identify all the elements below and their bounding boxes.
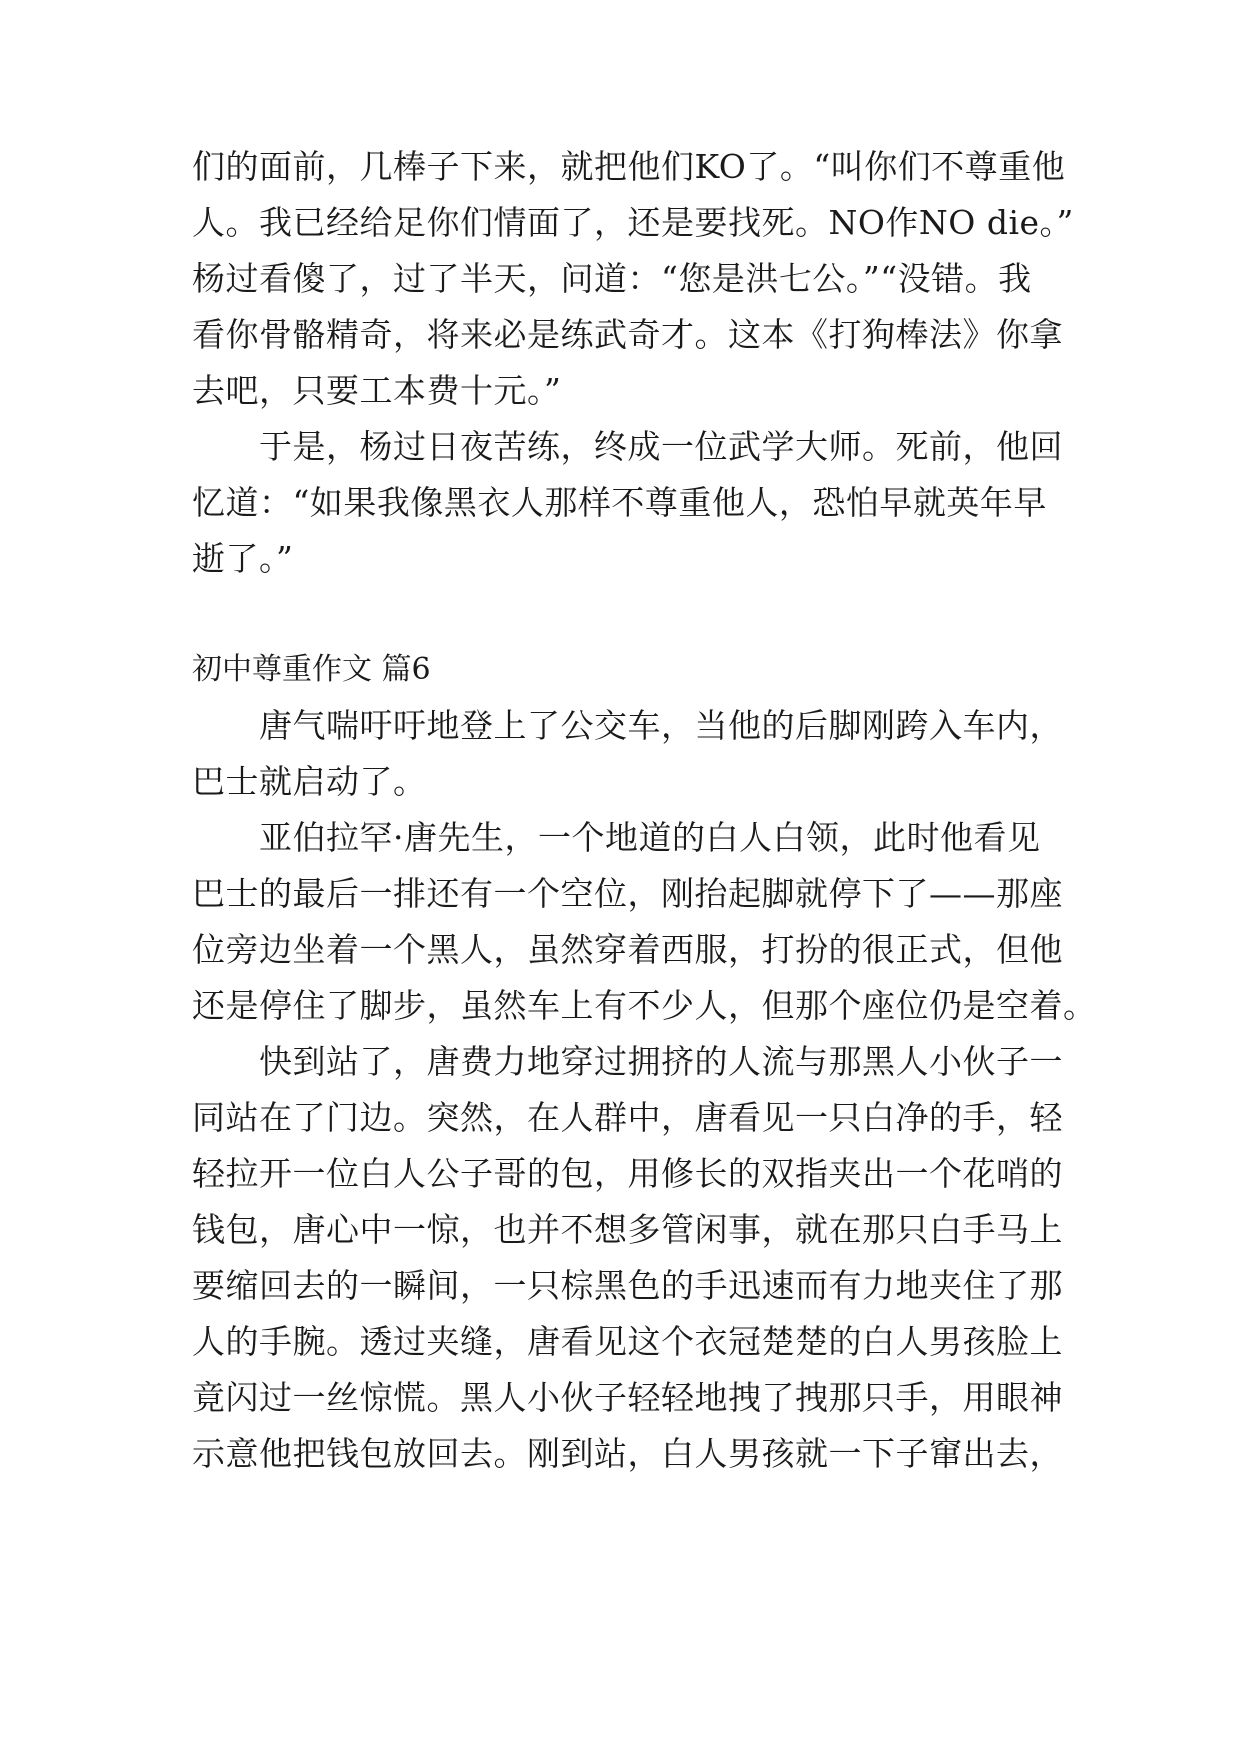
text-line: 轻拉开一位白人公子哥的包，用修长的双指夹出一个花哨的 — [192, 1154, 1063, 1193]
text-line: 逝了。” — [192, 539, 294, 578]
text-line: 忆道：“如果我像黑衣人那样不尊重他人，恐怕早就英年早 — [192, 483, 1047, 522]
text-line: 钱包，唐心中一惊，也并不想多管闲事，就在那只白手马上 — [192, 1210, 1063, 1249]
text-line: 位旁边坐着一个黑人，虽然穿着西服，打扮的很正式，但他 — [192, 930, 1063, 969]
text-line: 们的面前，几棒子下来，就把他们KO了。“叫你们不尊重他 — [192, 147, 1066, 186]
text-line: 杨过看傻了，过了半天，问道：“您是洪七公。”“没错。我 — [192, 259, 1032, 298]
text-line: 同站在了门边。突然，在人群中，唐看见一只白净的手，轻 — [192, 1098, 1063, 1137]
text-line: 去吧，只要工本费十元。” — [192, 371, 562, 410]
text-line: 巴士就启动了。 — [192, 762, 427, 801]
text-line: 人。我已经给足你们情面了，还是要找死。NO作NO die。” — [192, 203, 1074, 242]
text-line: 竟闪过一丝惊慌。黑人小伙子轻轻地拽了拽那只手，用眼神 — [192, 1378, 1063, 1417]
text-line: 亚伯拉罕·唐先生，一个地道的白人白领，此时他看见 — [192, 818, 1041, 857]
text-line: 于是，杨过日夜苦练，终成一位武学大师。死前，他回 — [192, 427, 1063, 466]
section-heading: 初中尊重作文 篇6 — [192, 652, 431, 687]
text-line: 看你骨骼精奇，将来必是练武奇才。这本《打狗棒法》你拿 — [192, 315, 1063, 354]
text-line: 唐气喘吁吁地登上了公交车，当他的后脚刚跨入车内， — [192, 706, 1063, 745]
text-line: 巴士的最后一排还有一个空位，刚抬起脚就停下了——那座 — [192, 874, 1063, 913]
text-line: 要缩回去的一瞬间，一只棕黑色的手迅速而有力地夹住了那 — [192, 1266, 1063, 1305]
text-line: 还是停住了脚步，虽然车上有不少人，但那个座位仍是空着。 — [192, 986, 1097, 1025]
text-line: 快到站了，唐费力地穿过拥挤的人流与那黑人小伙子一 — [192, 1042, 1063, 1081]
text-line: 示意他把钱包放回去。刚到站，白人男孩就一下子窜出去， — [192, 1434, 1063, 1473]
text-line: 人的手腕。透过夹缝，唐看见这个衣冠楚楚的白人男孩脸上 — [192, 1322, 1063, 1361]
